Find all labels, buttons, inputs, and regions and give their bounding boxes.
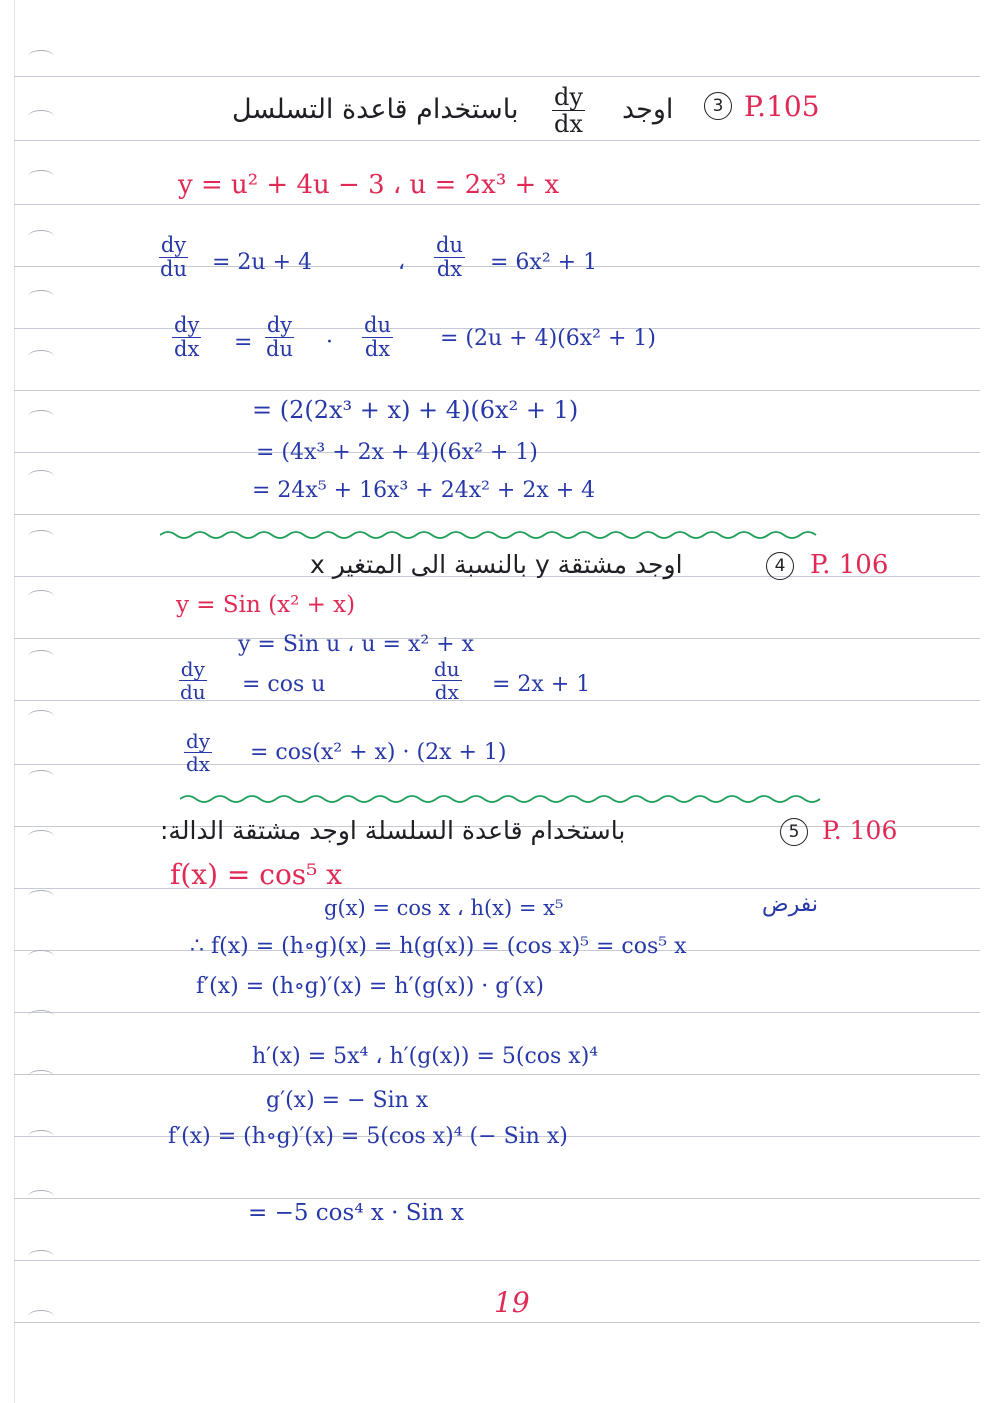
fraction-numerator: dy <box>186 729 211 753</box>
binder-hole <box>28 1190 54 1203</box>
fraction-denominator: du <box>160 257 187 282</box>
ruled-line <box>14 1074 980 1075</box>
problem3-step1: = (2(2x³ + x) + 4)(6x² + 1) <box>252 396 579 424</box>
binder-hole <box>28 290 54 303</box>
binder-hole <box>28 1010 54 1023</box>
problem4-dydu-value: = cos u <box>242 672 326 697</box>
divider-wave <box>180 792 830 806</box>
binder-hole <box>28 50 54 63</box>
fraction-numerator: dy <box>266 313 293 337</box>
problem4-dudx-fraction <box>432 658 462 703</box>
problem-number-circle: 3 <box>704 92 732 120</box>
problem4-substitution: y = Sin u ، u = x² + x <box>238 632 475 657</box>
equals-sign: = <box>234 330 253 355</box>
fraction-numerator: dy <box>174 313 200 337</box>
problem5-line3: h′(x) = 5x⁴ ، h′(g(x)) = 5(cos x)⁴ <box>252 1044 599 1069</box>
problem3-step2: = (4x³ + 2x + 4)(6x² + 1) <box>256 440 538 465</box>
binder-hole <box>28 890 54 903</box>
problem3-chain-result: = (2u + 4)(6x² + 1) <box>440 326 656 351</box>
fraction-denominator: du <box>266 337 293 362</box>
problem3-dudx-fraction <box>434 234 465 281</box>
ruled-line <box>14 76 980 77</box>
fraction-denominator: dx <box>174 337 200 362</box>
divider-wave <box>160 528 820 542</box>
problem3-instruction-left: اوجد <box>622 94 674 125</box>
binder-hole <box>28 470 54 483</box>
page-number: 19 <box>494 1286 530 1319</box>
binder-hole <box>28 1310 54 1323</box>
binder-hole <box>28 350 54 363</box>
ruled-line <box>14 1322 980 1323</box>
problem4-page-ref: P. 106 <box>810 550 889 580</box>
problem4-dydu-fraction <box>178 658 208 703</box>
problem5-assume: نفرض <box>762 892 818 917</box>
problem4-given: y = Sin (x² + x) <box>176 592 356 618</box>
ruled-line <box>14 638 980 639</box>
margin-line <box>14 0 15 1403</box>
binder-hole <box>28 1250 54 1263</box>
ruled-line <box>14 700 980 701</box>
multiply-dot: · <box>326 330 333 355</box>
fraction-denominator: du <box>180 680 206 704</box>
binder-hole <box>28 950 54 963</box>
problem3-given: y = u² + 4u − 3 ، u = 2x³ + x <box>178 170 560 200</box>
fraction-denominator: dx <box>186 752 211 776</box>
ruled-line <box>14 204 980 205</box>
binder-hole <box>28 590 54 603</box>
problem3-instruction-right: باستخدام قاعدة التسلسل <box>232 94 519 125</box>
ruled-line <box>14 888 980 889</box>
problem5-page-ref: P. 106 <box>822 816 898 845</box>
ruled-line <box>14 1260 980 1261</box>
problem3-chain-lhs <box>172 314 201 361</box>
binder-hole <box>28 710 54 723</box>
fraction-denominator: dx <box>436 257 463 282</box>
problem5-line4: g′(x) = − Sin x <box>266 1088 429 1113</box>
binder-hole <box>28 1130 54 1143</box>
problem4-instruction: اوجد مشتقة y بالنسبة الى المتغير x <box>310 550 683 579</box>
fraction-denominator: dx <box>364 337 391 362</box>
problem3-dydx-fraction <box>552 84 585 138</box>
binder-hole <box>28 650 54 663</box>
problem5-line2: f′(x) = (h∘g)′(x) = h′(g(x)) · g′(x) <box>196 974 544 999</box>
problem4-number <box>762 552 798 580</box>
ruled-line <box>14 390 980 391</box>
problem5-instruction: باستخدام قاعدة السلسلة اوجد مشتقة الدالة: <box>160 816 626 845</box>
fraction-numerator: dy <box>160 233 187 257</box>
binder-hole <box>28 770 54 783</box>
fraction-numerator: du <box>364 313 391 337</box>
problem4-final-value: = cos(x² + x) · (2x + 1) <box>250 740 507 765</box>
problem5-line1: ∴ f(x) = (h∘g)(x) = h(g(x)) = (cos x)⁵ = cos⁵ x <box>190 934 687 959</box>
problem-number-circle: 4 <box>766 552 794 580</box>
problem3-chain-dydu <box>264 314 295 361</box>
problem-number-circle: 5 <box>780 818 808 846</box>
ruled-line <box>14 1198 980 1199</box>
problem5-given: f(x) = cos⁵ x <box>170 858 343 891</box>
fraction-numerator: dy <box>554 83 583 111</box>
problem5-number <box>776 818 812 846</box>
binder-hole <box>28 110 54 123</box>
binder-hole <box>28 230 54 243</box>
fraction-numerator: du <box>436 233 463 257</box>
binder-hole <box>28 830 54 843</box>
ruled-line <box>14 1012 980 1013</box>
binder-hole <box>28 530 54 543</box>
problem3-dydu-value: = 2u + 4 <box>212 250 313 275</box>
ruled-line <box>14 140 980 141</box>
fraction-numerator: dy <box>180 657 205 681</box>
problem3-dudx-value: = 6x² + 1 <box>490 250 598 275</box>
problem3-page-ref: P.105 <box>744 90 820 123</box>
binder-hole <box>28 170 54 183</box>
problem4-final-fraction <box>184 730 212 775</box>
ruled-line <box>14 514 980 515</box>
problem3-chain-dudx <box>362 314 393 361</box>
problem4-dudx-value: = 2x + 1 <box>492 672 591 697</box>
problem5-line6: = −5 cos⁴ x · Sin x <box>248 1200 464 1226</box>
problem5-line5: f′(x) = (h∘g)′(x) = 5(cos x)⁴ (− Sin x) <box>168 1124 568 1149</box>
fraction-numerator: du <box>434 657 460 681</box>
problem3-dydu-fraction <box>158 234 189 281</box>
problem3-number <box>700 92 736 120</box>
problem3-step3: = 24x⁵ + 16x³ + 24x² + 2x + 4 <box>252 478 596 503</box>
problem3-separator: ، <box>398 250 406 275</box>
binder-hole <box>28 1070 54 1083</box>
problem5-substitution: g(x) = cos x ، h(x) = x⁵ <box>324 896 564 920</box>
binder-hole <box>28 410 54 423</box>
fraction-denominator: dx <box>554 110 583 139</box>
fraction-denominator: dx <box>434 680 459 704</box>
